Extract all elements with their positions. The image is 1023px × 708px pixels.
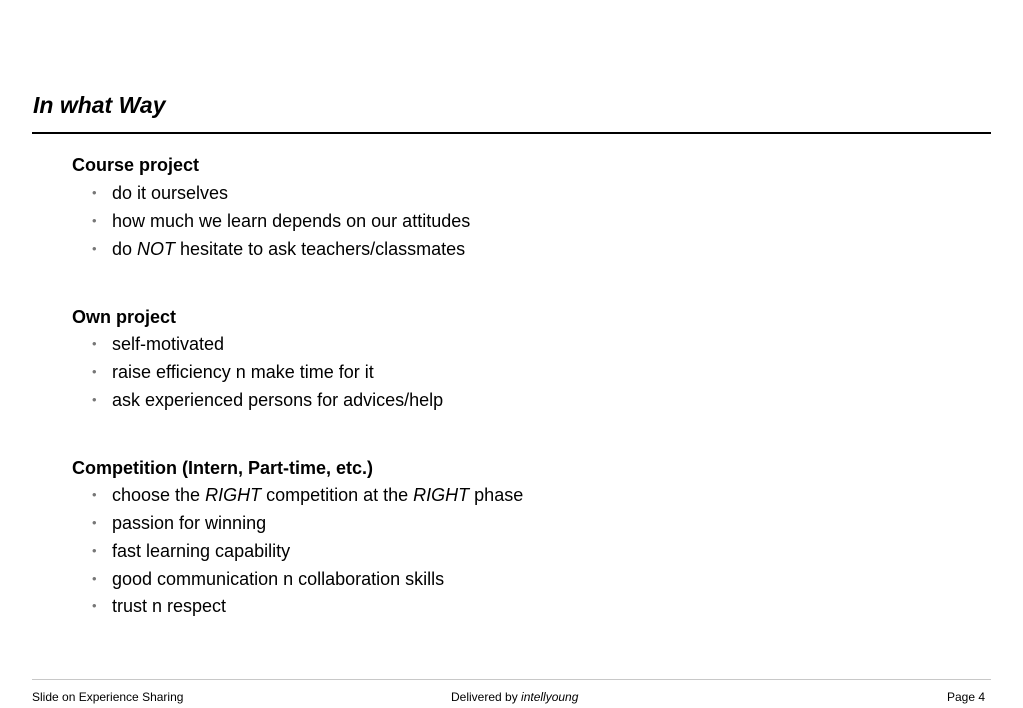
bullet-text: competition at the (261, 485, 414, 505)
bullet-emphasis: RIGHT (413, 485, 470, 505)
bullet-emphasis: NOT (137, 239, 176, 259)
bullet-dot-icon: • (92, 571, 97, 586)
bullet-item (92, 360, 374, 384)
bullet-dot-icon: • (92, 364, 97, 379)
bullet-text: phase (469, 485, 524, 505)
bullet-dot-icon: • (92, 392, 97, 407)
bullet-dot-icon: • (92, 598, 97, 613)
bullet-emphasis: RIGHT (205, 485, 262, 505)
bullet-text: choose the (112, 485, 206, 505)
bullet-item (92, 539, 290, 563)
bullet-dot-icon: • (92, 336, 97, 351)
footer-page-number: Page 4 (947, 690, 986, 704)
bullet-dot-icon: • (92, 487, 97, 502)
footer-slide-name: Slide on Experience Sharing (32, 690, 184, 704)
bullet-text: raise efficiency n make time for it (112, 362, 374, 382)
footer-presenter-name: intellyoung (521, 690, 579, 704)
bullet-item (92, 388, 443, 412)
bullet-text: do it ourselves (112, 183, 229, 203)
bullet-text: self-motivated (112, 334, 225, 354)
bullet-dot-icon: • (92, 515, 97, 530)
bullet-text: do (112, 239, 138, 259)
slide-title: In what Way (33, 92, 166, 118)
footer-delivered-by (451, 689, 578, 705)
section-heading-competition: Competition (Intern, Part-time, etc.) (72, 458, 374, 478)
footer-divider (32, 679, 991, 680)
bullet-item (92, 594, 226, 618)
bullet-text: good communication n collaboration skills (112, 569, 445, 589)
bullet-text: fast learning capability (112, 541, 291, 561)
section-heading-course-project: Course project (72, 155, 200, 175)
bullet-text: how much we learn depends on our attitudes (112, 211, 471, 231)
bullet-item (92, 332, 224, 356)
bullet-text: ask experienced persons for advices/help (112, 390, 444, 410)
bullet-dot-icon: • (92, 543, 97, 558)
bullet-item (92, 511, 266, 535)
bullet-dot-icon: • (92, 213, 97, 228)
bullet-text: trust n respect (112, 596, 227, 616)
bullet-item (92, 181, 228, 205)
bullet-dot-icon: • (92, 241, 97, 256)
bullet-text: hesitate to ask teachers/classmates (175, 239, 466, 259)
bullet-dot-icon: • (92, 185, 97, 200)
bullet-item (92, 209, 470, 233)
bullet-text: passion for winning (112, 513, 267, 533)
title-divider (32, 132, 991, 134)
bullet-item (92, 237, 465, 261)
bullet-item (92, 483, 523, 507)
bullet-item (92, 567, 444, 591)
footer-delivered-prefix: Delivered by (451, 690, 522, 704)
section-heading-own-project: Own project (72, 307, 177, 327)
